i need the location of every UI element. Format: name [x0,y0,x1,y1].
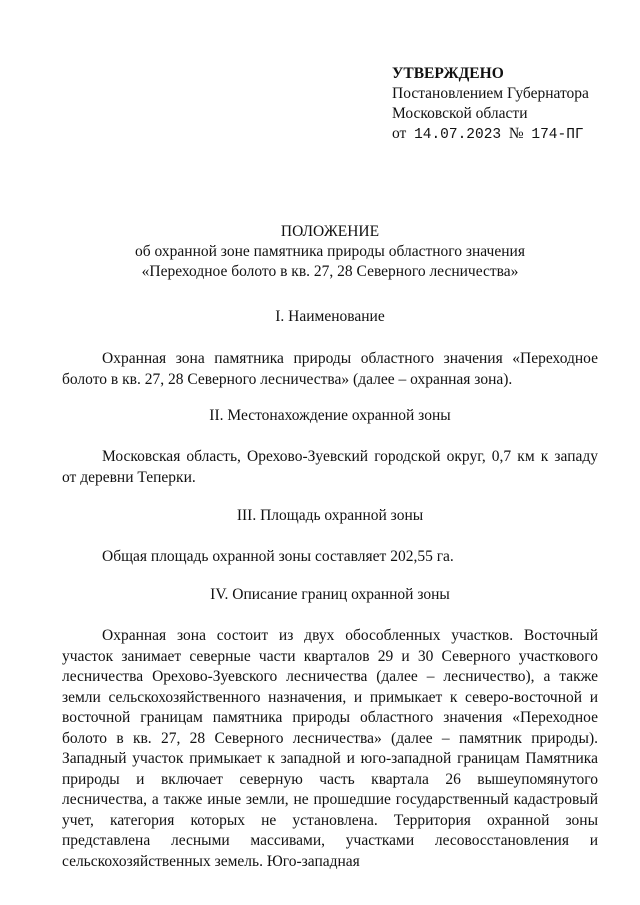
section-heading-4: IV. Описание границ охранной зоны [210,586,450,603]
section-text-2: Московская область, Орехово-Зуевский городской округ, 0,7 км к западу от деревни Теперки. [62,448,598,486]
section-heading-3: III. Площадь охранной зоны [236,507,424,524]
approval-date: 14.07.2023 [414,127,502,143]
approval-date-line [392,124,589,145]
approval-title: УТВЕРЖДЕНО [392,65,504,82]
document-subtitle-2: «Переходное болото в кв. 27, 28 Северного лесничества» [141,263,519,280]
section-text-3: Общая площадь охранной зоны составляет 202,55 га. [102,548,454,565]
number-sign: № [508,125,524,142]
document-title-block [62,222,598,282]
section-heading-2: II. Местонахождение охранной зоны [209,407,451,424]
approval-number: 174-ПГ [531,127,584,143]
approval-stamp [392,64,589,145]
approval-line-2: Московской области [392,105,528,122]
document-title: ПОЛОЖЕНИЕ [280,223,380,240]
date-prefix: от [392,125,407,142]
document-subtitle-1: об охранной зоне памятника природы областного значения [135,243,525,260]
section-text-4: Охранная зона состоит из двух обособленных участков. Восточный участок занимает северные части кварталов 29 и 30 Северного участкового лесничества Орехово-Зуевского лесничества (далее – лесничество), а также земли сельскохозяйственного назначения, и примыкает к северо-восточной и восточной границам памятника природы областного значения «Переходное болото в кв. 27, 28 Северного лесничества» (далее – памятник природы). Западный участок примыкает к западной и юго-западной границам Памятника природы и включает северную часть квартала 26 вышеупомянутого лесничества, а также иные земли, не прошедшие государственный кадастровый учет, категория которых не установлена. Территория охранной зоны представлена лесными массивами, участками лесовосстановления и сельскохозяйственных земель. Юго-западная [62,627,598,870]
section-heading-1: I. Наименование [275,308,385,325]
approval-line-1: Постановлением Губернатора [392,85,589,102]
section-text-1: Охранная зона памятника природы областного значения «Переходное болото в кв. 27, 28 Северного лесничества» (далее – охранная зона). [62,350,598,388]
